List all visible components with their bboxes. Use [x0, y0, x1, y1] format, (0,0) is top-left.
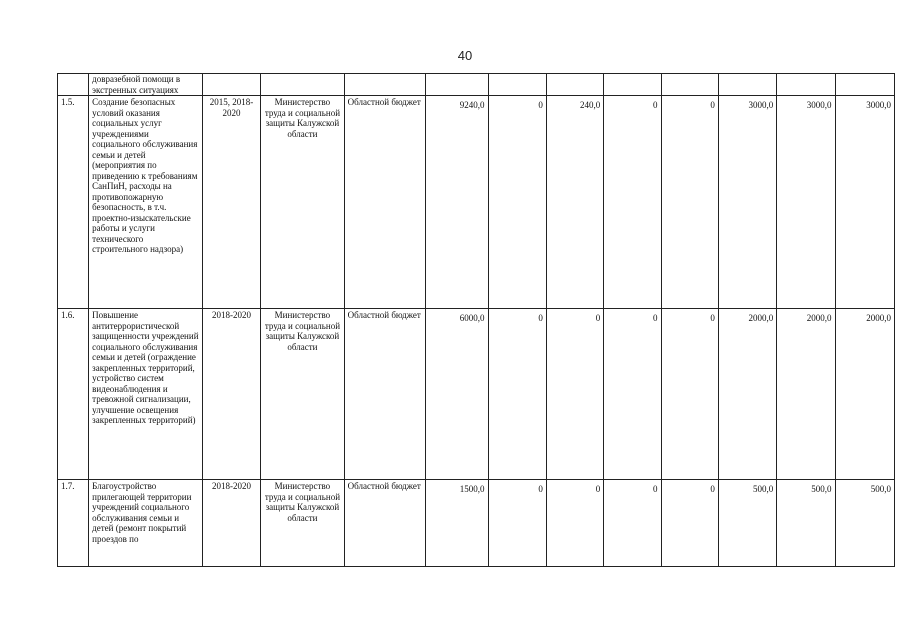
year-amount: 0 — [546, 480, 603, 567]
activity-name: Повышение антитеррористической защищенности учреждений социального обслуживания семьи и детей (ограждение закрепленных территорий, устройство систем видеонаблюдения и тревожной сигнализации, улучшение освещения закрепленных территорий) — [89, 309, 203, 480]
year-amount: 2000,0 — [835, 309, 894, 480]
year-amount: 0 — [488, 309, 546, 480]
row-number: 1.7. — [58, 480, 89, 567]
table-row — [58, 480, 895, 567]
funding-source: Областной бюджет — [344, 480, 425, 567]
executor: Министерство труда и социальной защиты Калужской области — [261, 309, 344, 480]
year-amount: 0 — [488, 96, 546, 309]
activity-name: довразебной помощи в экстренных ситуациях — [89, 74, 203, 96]
year-amount: 0 — [604, 96, 661, 309]
period: 2018-2020 — [202, 480, 260, 567]
year-amount: 3000,0 — [718, 96, 776, 309]
executor: Министерство труда и социальной защиты Калужской области — [261, 480, 344, 567]
total-amount: 1500,0 — [426, 480, 488, 567]
year-amount: 3000,0 — [777, 96, 835, 309]
year-amount: 500,0 — [835, 480, 894, 567]
year-amount: 3000,0 — [835, 96, 894, 309]
table-row — [58, 96, 895, 309]
year-amount: 0 — [604, 480, 661, 567]
period: 2018-2020 — [202, 309, 260, 480]
page-number: 40 — [457, 48, 473, 63]
row-number: 1.5. — [58, 96, 89, 309]
year-amount: 2000,0 — [777, 309, 835, 480]
year-amount: 500,0 — [777, 480, 835, 567]
year-amount: 500,0 — [718, 480, 776, 567]
period: 2015, 2018-2020 — [202, 96, 260, 309]
year-amount: 0 — [661, 309, 718, 480]
year-amount: 0 — [488, 480, 546, 567]
year-amount: 0 — [661, 96, 718, 309]
program-table — [57, 73, 895, 567]
activity-name: Благоустройство прилегающей территории учреждений социального обслуживания семьи и детей (ремонт покрытий проездов по — [89, 480, 203, 567]
year-amount: 0 — [604, 309, 661, 480]
activity-name: Создание безопасных условий оказания социальных услуг учреждениями социального обслуживания семьи и детей (мероприятия по приведению к требованиям СанПиН, расходы на противопожарную безопасность, в т.ч. проектно-изыскательские работы и услуги технического строительного надзора) — [89, 96, 203, 309]
funding-source: Областной бюджет — [344, 96, 425, 309]
year-amount: 0 — [661, 480, 718, 567]
table-row — [58, 309, 895, 480]
year-amount: 2000,0 — [718, 309, 776, 480]
year-amount: 0 — [546, 309, 603, 480]
year-amount: 240,0 — [546, 96, 603, 309]
funding-source: Областной бюджет — [344, 309, 425, 480]
table-row-continuation — [58, 74, 895, 96]
row-number: 1.6. — [58, 309, 89, 480]
total-amount: 6000,0 — [426, 309, 488, 480]
total-amount: 9240,0 — [426, 96, 488, 309]
executor: Министерство труда и социальной защиты Калужской области — [261, 96, 344, 309]
